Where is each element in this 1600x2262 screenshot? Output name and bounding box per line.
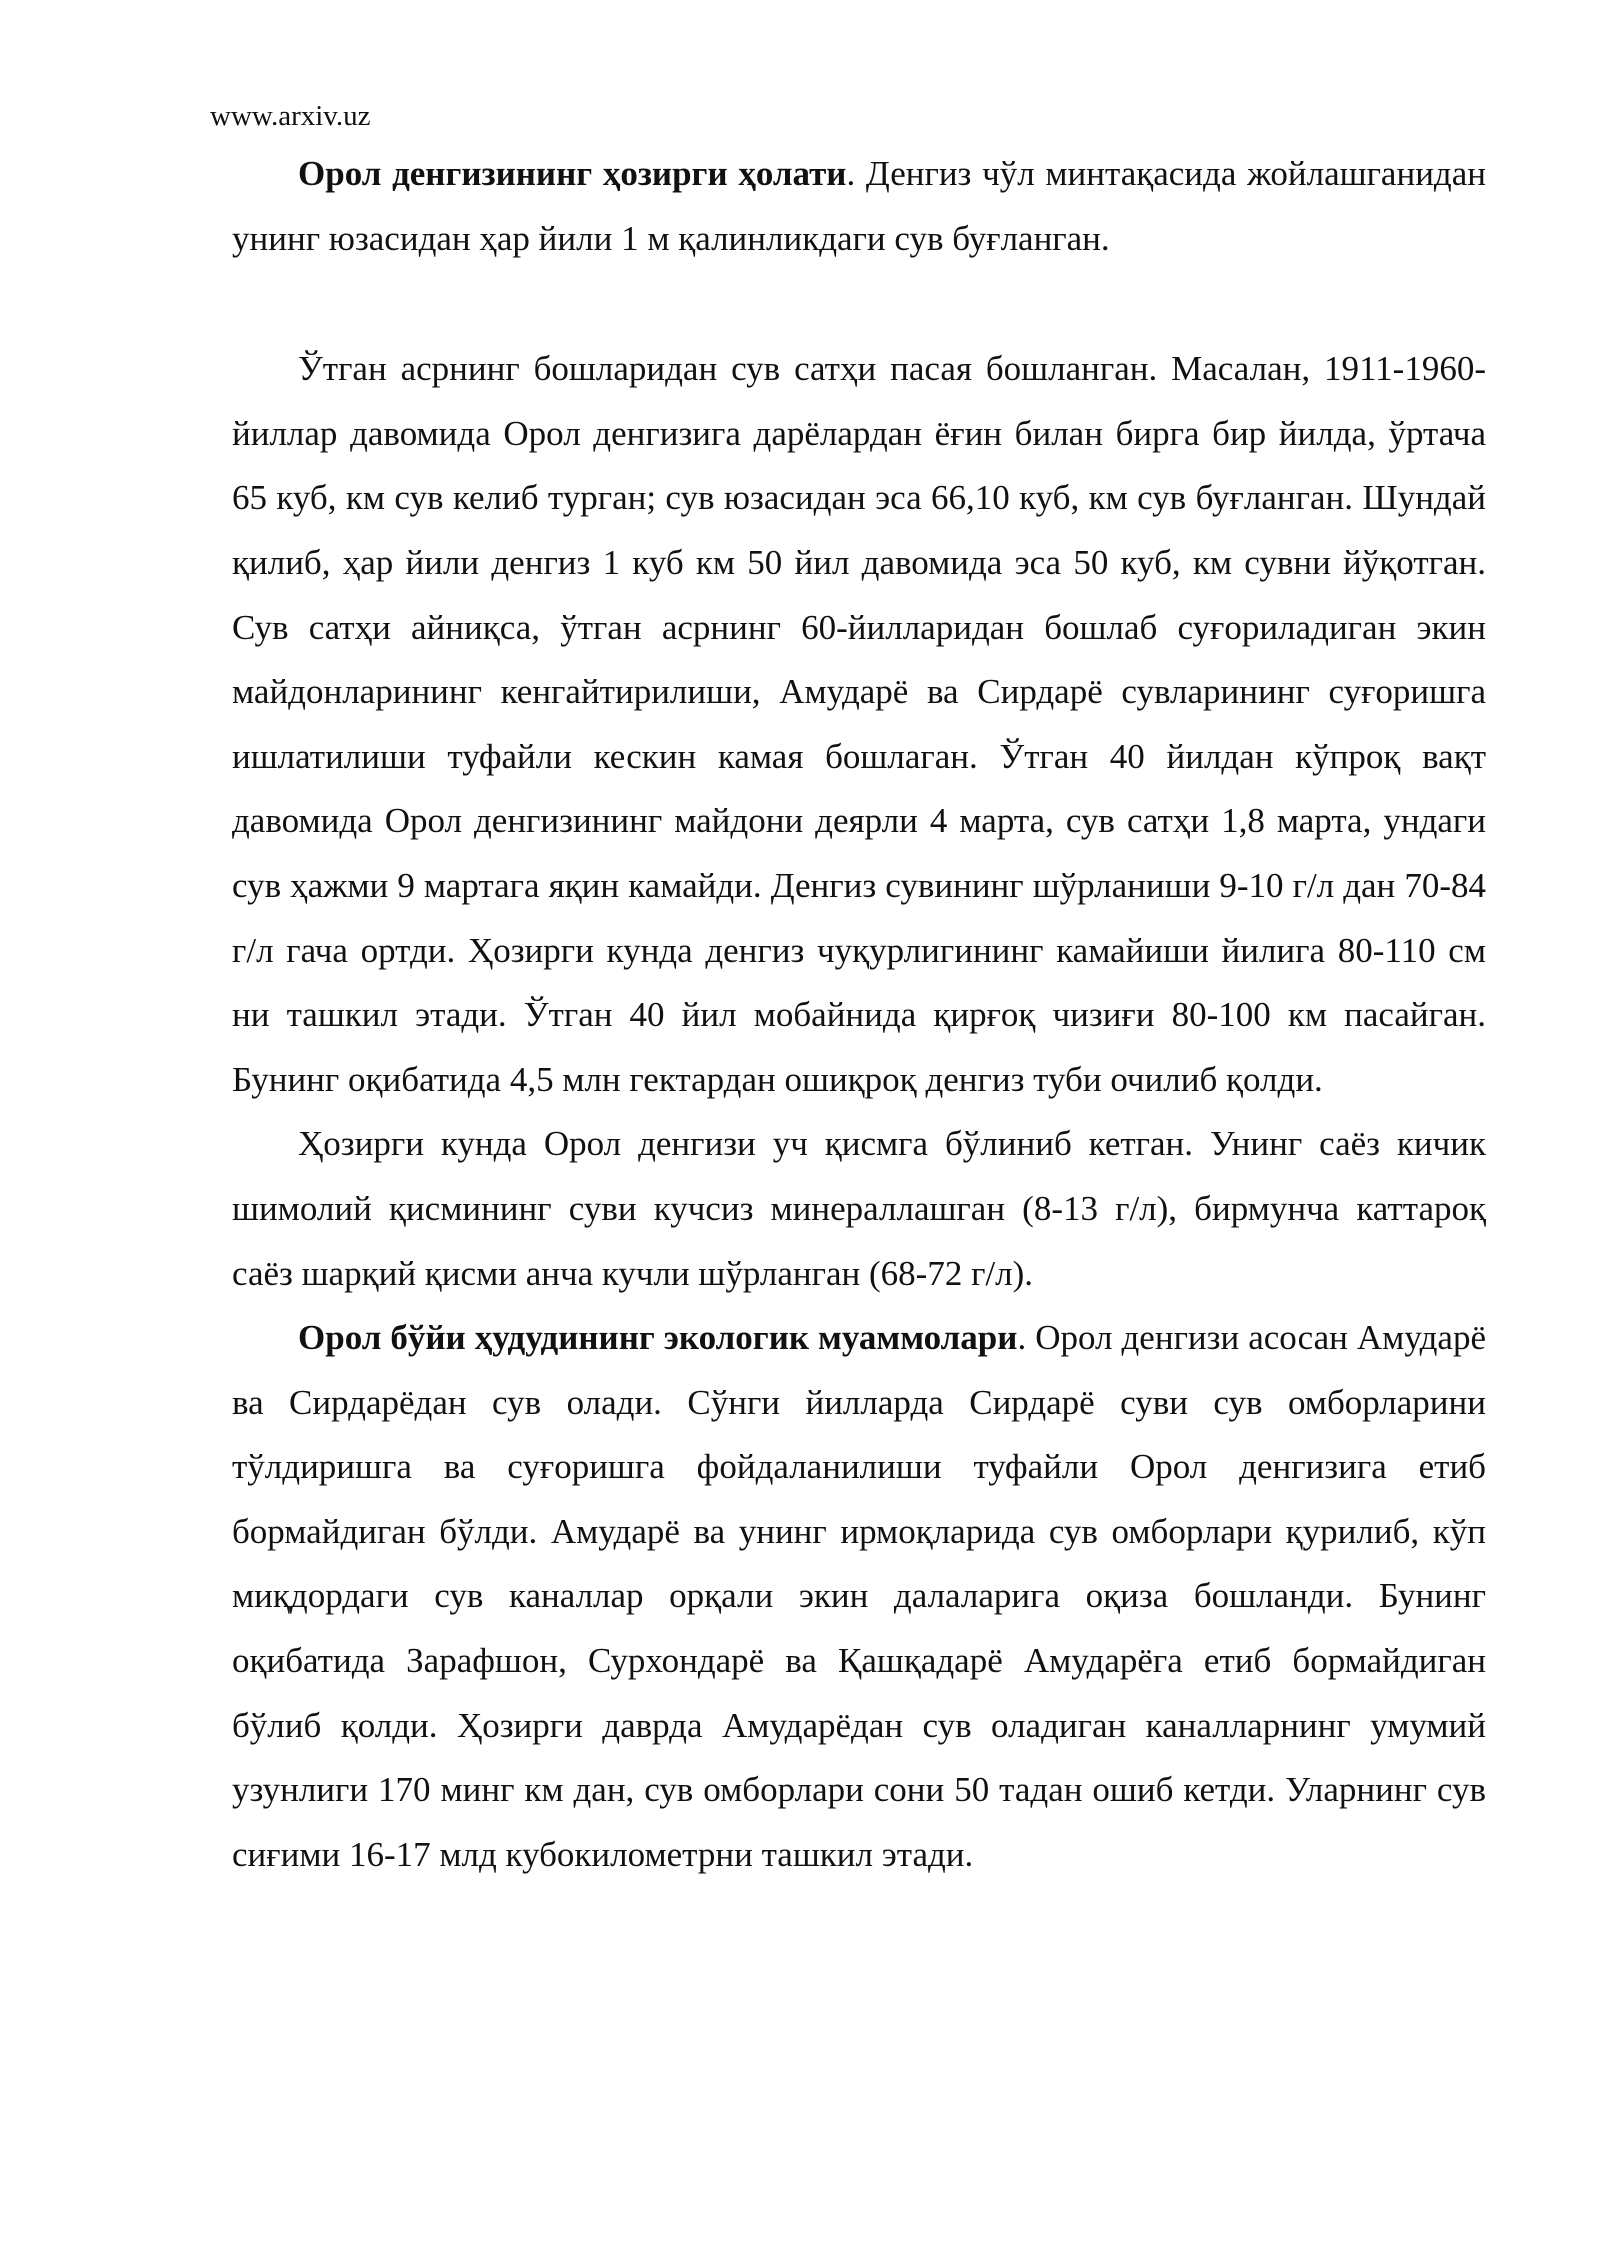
paragraph-three-parts (232, 1112, 1486, 1306)
page-header-url: www.arxiv.uz (210, 100, 371, 132)
heading-current-state: Орол денгизининг ҳозирги ҳолати (298, 154, 847, 193)
heading-ecological-problems: Орол бўйи ҳудудининг экологик муаммолари (298, 1318, 1018, 1358)
paragraph-text: Ўтган асрнинг бошларидан сув сатҳи пасая бошланган. Масалан, 1911-1960-йиллар давомида Орол денгизига дарёлардан ёғин билан бирга бир йилда, ўртача 65 куб, км сув келиб турган; сув юзасидан эса 66,10 куб, км сув буғланган. Шундай қилиб, ҳар йили денгиз 1 куб км 50 йил давомида эса 50 куб, км сувни йўқотган. Сув сатҳи айниқса, ўтган асрнинг 60-йилларидан бошлаб суғориладиган экин майдонларининг кенгайтирилиши, Амударё ва Сирдарё сувларининг суғоришга ишлатилиши туфайли кескин камая бошлаган. Ўтган 40 йилдан кўпроқ вақт давомида Орол денгизининг майдони деярли 4 марта, сув сатҳи 1,8 марта, ундаги сув ҳажми 9 мартага яқин камайди. Денгиз сувининг шўрланиши 9-10 г/л дан 70-84 г/л гача ортди. Ҳозирги кунда денгиз чуқурлигининг камайиши йилига 80-110 см ни ташкил этади. Ўтган 40 йил мобайнида қирғоқ чизиғи 80-100 км пасайган. Бунинг оқибатида 4,5 млн гектардан ошиқроқ денгиз туби очилиб қолди. (232, 349, 1486, 1099)
document-body (232, 142, 1486, 1887)
paragraph-text: . Денгиз чўл минтақасида жойлашганидан унинг юзасидан ҳар йили 1 м қалинликдаги сув буғланган. (232, 154, 1486, 258)
paragraph-current-state (232, 142, 1486, 271)
paragraph-text: Ҳозирги кунда Орол денгизи уч қисмга бўлиниб кетган. Унинг саёз кичик шимолий қисмининг суви кучсиз минераллашган (8-13 г/л), бирмунча каттароқ саёз шарқий қисми анча кучли шўрланган (68-72 г/л). (232, 1124, 1486, 1293)
paragraph-ecological-problems (232, 1306, 1486, 1887)
paragraph-water-level (232, 337, 1486, 1112)
paragraph-text: . Орол денгизи асосан Амударё ва Сирдарёдан сув олади. Сўнги йилларда Сирдарё суви сув омборларини тўлдиришга ва суғоришга фойдаланилиши туфайли Орол денгизига етиб бормайдиган бўлди. Амударё ва унинг ирмоқларида сув омборлари қурилиб, кўп миқдордаги сув каналлар орқали экин далаларига оқиза бошланди. Бунинг оқибатида Зарафшон, Сурхондарё ва Қашқадарё Амударёга етиб бормайдиган бўлиб қолди. Ҳозирги даврда Амударёдан сув оладиган каналларнинг умумий узунлиги 170 минг км дан, сув омборлари сони 50 тадан ошиб кетди. Уларнинг сув сиғими 16-17 млд кубокилометрни ташкил этади. (232, 1318, 1486, 1874)
